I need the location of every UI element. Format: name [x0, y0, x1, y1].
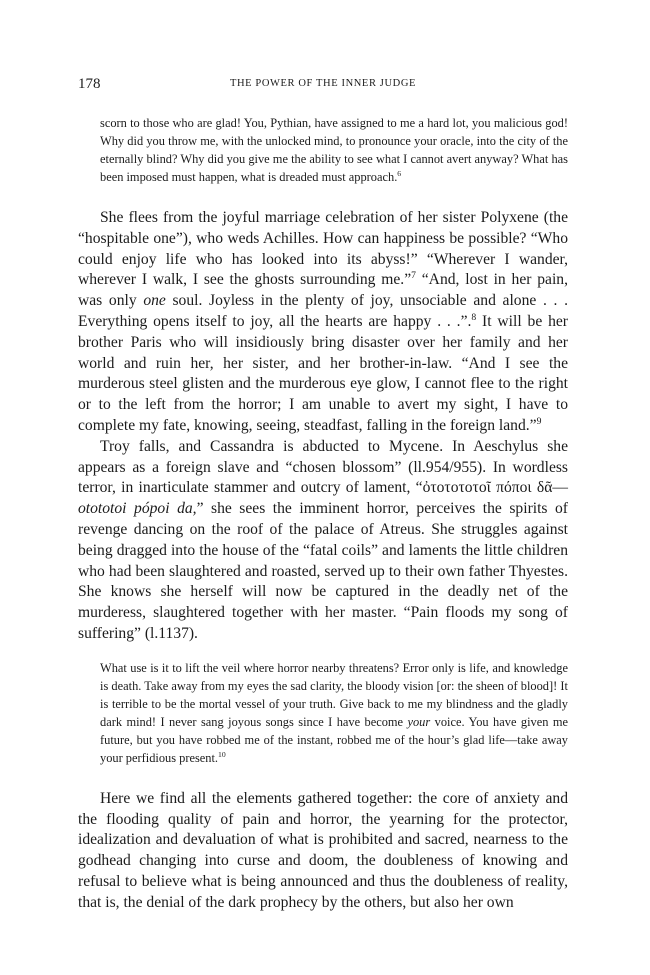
paragraph-text: ” she sees the imminent horror, perceives the spirits of revenge dancing on the roof of the palace of Atreus. She struggles against being dragged into the house of the “fatal coils” and laments the little children who had been slaughtered and roasted, served up to their own father Thyestes. She knows she herself will now be captured in the deadly net of the murderess, slaughtered together with her master. “Pain floods my song of suffering” (l.1137).: [78, 500, 568, 642]
block-quote-2: [100, 659, 568, 767]
paragraph-1: [78, 208, 568, 437]
footnote-ref-6: 6: [397, 168, 402, 178]
quote-text: scorn to those who are glad! You, Pythian, have assigned to me a hard lot, you malicious god! Why did you throw me, with the unlocked mind, to pronounce your oracle, into the city of the eternally blind? Why did you give me the ability to see what I cannot avert anyway? What has been imposed must happen, what is dreaded must approach.: [100, 116, 568, 184]
footnote-ref-9: 9: [536, 415, 542, 427]
footnote-ref-8: 8: [471, 311, 477, 323]
paragraph-text: soul. Joyless in the plenty of joy, unsociable and alone . . . Everything opens itself to joy, all the hearts are happy . . .”.: [78, 292, 569, 330]
paragraph-2: [78, 437, 568, 645]
paragraph-text: Here we find all the elements gathered together: the core of anxiety and the flooding quality of pain and horror, the yearning for the protector, idealization and devaluation of what is prohibited and sacred, nearness to the godhead changing into curse and doom, the doubleness of knowing and refusal to believe what is being announced and thus the doubleness of reality, that is, the denial of the dark prophecy by the others, but also her own: [78, 789, 568, 911]
emphasis-text: one: [143, 292, 166, 310]
paragraph-text: It will be her brother Paris who will insidiously bring disaster over her family and her world and ruin her, her sister, and her brother-in-law. “And I see the murderous steel glisten and the murderous eye glow, I cannot flee to the right or to the left from the horror; I am unable to avert my sight, I have to complete my fate, knowing, seeing, steadfast, falling in the foreign land.”: [78, 312, 568, 434]
block-quote-1: [100, 114, 568, 186]
paragraph-text: “And, lost in her pain, was only: [78, 271, 568, 310]
quote-text: voice. You have given me future, but you have robbed me of the instant, robbed me of the hour’s glad life—take away your perfidious present.: [100, 714, 568, 765]
emphasis-text: your: [407, 714, 431, 729]
running-title: THE POWER OF THE INNER JUDGE: [229, 78, 417, 89]
page-number: 178: [78, 76, 101, 92]
paragraph-3: [78, 789, 568, 914]
paragraph-text: She flees from the joyful marriage celebration of her sister Polyxene (the “hospitable one”), who weds Achilles. How can happiness be possible? “Who could enjoy life who has looked into its abyss!” “Wherever I wander, wherever I walk, I see the ghosts surrounding me.”: [78, 209, 568, 289]
transliteration-text: otototoi pópoi da,: [78, 500, 197, 518]
footnote-ref-10: 10: [218, 749, 226, 759]
footnote-ref-7: 7: [411, 270, 416, 282]
page-body: [78, 114, 568, 914]
page-header: [78, 76, 568, 98]
paragraph-text: Troy falls, and Cassandra is abducted to Mycene. In Aeschylus she appears as a foreign slave and “chosen blossom” (ll.954/955). In wordless terror, in inarticulate stammer and outcry of lament, “ὀτοτοτοτοῖ πόποι δᾶ—: [78, 437, 568, 497]
quote-text: What use is it to lift the veil where horror nearby threatens? Error only is life, and knowledge is death. Take away from my eyes the sad clarity, the bloody vision [or: the sheen of blood]! It is terrible to be the mortal vessel of your truth. Give back to me my blindness and the gladly dark mind! I never sang joyous songs since I have become: [100, 660, 568, 729]
